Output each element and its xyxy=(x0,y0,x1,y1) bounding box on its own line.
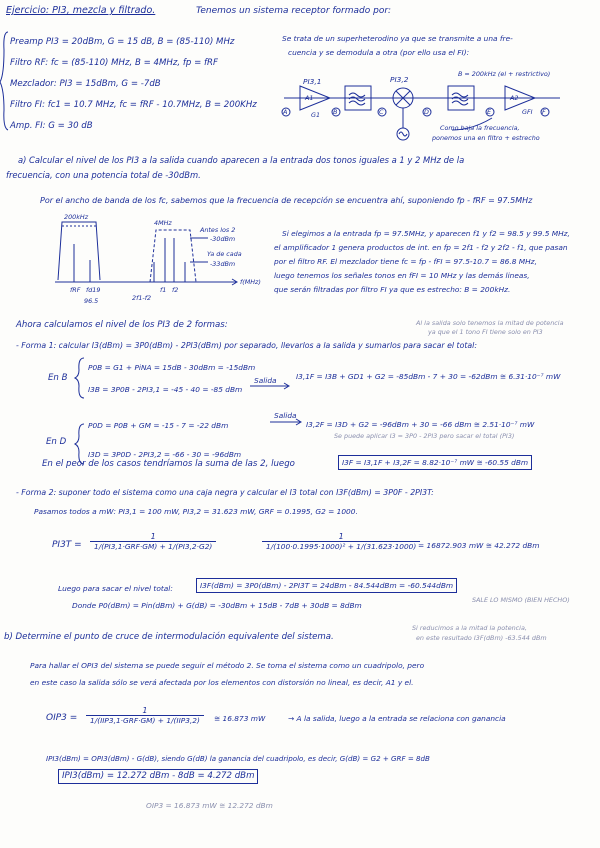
node-f: F xyxy=(542,108,546,116)
node-c: C xyxy=(379,108,384,116)
axis-f1: f1 xyxy=(160,286,167,294)
axis-f2: f2 xyxy=(172,286,179,294)
superhet-note-2: cuencia y se demodula a otra (por ello usa el FI): xyxy=(288,48,470,57)
mw-conversion-line: Pasamos todos a mW: PI3,1 = 100 mW, PI3,2 = 31.623 mW, GRF = 0.1995, G2 = 1000. xyxy=(34,507,358,516)
calc-b-3: I3,1F = I3B + GD1 + G2 = -85dBm - 7 + 30 = -62dBm ≅ 6.31·10⁻⁷ mW xyxy=(296,372,561,381)
spec-label-33dbm: -33dBm xyxy=(210,260,236,268)
forma-1-text: - Forma 1: calcular I3(dBm) = 3P0(dBm) - 2PI3(dBm) por separado, llevarlos a la salida y sumarlos para sacar el total: xyxy=(16,341,477,350)
ipi3-result-box: IPI3(dBm) = 12.272 dBm - 8dB = 4.272 dBm xyxy=(58,769,258,784)
label-bandwidth: B = 200kHz (el + restrictivo) xyxy=(458,70,551,78)
label-pi3-1: PI3,1 xyxy=(303,77,322,86)
spec-label-30dbm: -30dBm xyxy=(210,235,236,243)
oip3-fraction xyxy=(86,706,204,725)
part-a-question-1: a) Calcular el nivel de los PI3 a la salida cuando aparecen a la entrada dos tonos iguales a 1 y 2 MHz de la xyxy=(18,155,465,165)
axis-965: 96.5 xyxy=(84,297,99,305)
ipi3-formula-line: IPI3(dBm) = OPI3(dBm) - G(dB), siendo G(dB) la ganancia del cuadripolo, es decir, G(dB) = G2 + GRF = 8dB xyxy=(46,754,430,763)
spec-mixer: Mezclador: PI3 = 15dBm, G = -7dB xyxy=(10,79,161,89)
bottom-faded-result: OIP3 = 16.873 mW ≅ 12.272 dBm xyxy=(146,801,273,810)
spec-label-antes: Antes los 2 xyxy=(200,226,236,234)
analysis-line-5: que serán filtradas por filtro FI ya que es estrecho: B = 200kHz. xyxy=(274,285,511,294)
node-b: B xyxy=(333,108,338,116)
spec-preamp: Preamp PI3 = 20dBm, G = 15 dB, B = (85-110) MHz xyxy=(10,37,235,47)
label-salida-2: Salida xyxy=(274,411,297,420)
part-b-text-1: Para hallar el OPI3 del sistema se puede seguir el método 2. Se toma el sistema como un cuadripolo, pero xyxy=(30,661,425,670)
exercise-title: Ejercicio: PI3, mezcla y filtrado. xyxy=(6,5,156,16)
node-d: D xyxy=(424,108,429,116)
spec-label-200khz: 200kHz xyxy=(64,213,89,221)
luego-result-box: I3F(dBm) = 3P0(dBm) - 2PI3T = 24dBm - 84.544dBm = -60.544dBm xyxy=(196,578,457,593)
superhet-note-1: Se trata de un superheterodino ya que se transmite a una fre- xyxy=(282,34,513,43)
same-result-note: SALE LO MISMO (BIEN HECHO) xyxy=(472,596,570,604)
pi3t-fraction-1 xyxy=(90,532,216,551)
calc-d-note: Se puede aplicar I3 = 3P0 - 2PI3 pero sacar el total (PI3) xyxy=(334,432,515,440)
side-note-b-2: en este resultado I3F(dBm) -63.544 dBm xyxy=(416,634,547,642)
oip3-note: → A la salida, luego a la entrada se relaciona con ganancia xyxy=(288,714,506,723)
calc-b-2: I3B = 3P0B - 2PI3,1 = -45 - 40 = -85 dBm xyxy=(88,385,243,394)
calc-d-1: P0D = P0B + GM = -15 - 7 = -22 dBm xyxy=(88,421,229,430)
side-note-a-1: Al la salida solo tenemos la mitad de potencia xyxy=(416,319,564,327)
spec-label-4mhz: 4MHz xyxy=(154,219,172,227)
label-en-b: En B xyxy=(48,373,68,383)
oip3-den: 1/(IIP3,1·GRF·GM) + 1/(IIP3,2) xyxy=(90,716,200,725)
spec-filter-fi: Filtro FI: fc1 = 10.7 MHz, fc = fRF - 10.7MHz, B = 200KHz xyxy=(10,100,257,110)
label-g1: G1 xyxy=(311,111,321,119)
label-gfi: GFI xyxy=(522,108,533,116)
forma-2-text: - Forma 2: suponer todo el sistema como una caja negra y calcular el I3 total con I3F(dBm) = 3P0F - 2PI3T: xyxy=(16,488,434,497)
oip3-result: ≅ 16.873 mW xyxy=(214,714,266,723)
worst-case-result: I3F = I3,1F + I3,2F = 8.82·10⁻⁷ mW ≅ -60.55 dBm xyxy=(338,455,532,470)
axis-2f1-f2: 2f1-f2 xyxy=(132,294,152,302)
axis-fmhz: f(MHz) xyxy=(240,278,261,286)
intro-text: Tenemos un sistema receptor formado por: xyxy=(196,6,392,16)
pi3t-label: PI3T = xyxy=(52,540,82,550)
node-a: A xyxy=(283,108,288,116)
label-salida-1: Salida xyxy=(254,376,277,385)
label-en-d: En D xyxy=(46,437,67,447)
axis-fd19: fd19 xyxy=(86,286,101,294)
luego-text: Luego para sacar el nivel total: xyxy=(58,584,173,593)
worst-case-text: En el peor de los casos tendríamos la suma de las 2, luego xyxy=(42,459,295,469)
lo-note-1: Como baja la frecuencia, xyxy=(440,124,520,132)
oip3-label: OIP3 = xyxy=(46,713,78,723)
part-b-text-2: en este caso la salida sólo se verá afectada por los elementos con distorsión no lineal, es decir, A1 y el. xyxy=(30,678,414,687)
analysis-line-1: Si elegimos a la entrada fp = 97.5MHz, y aparecen f1 y f2 = 98.5 y 99.5 MHz, xyxy=(282,229,570,238)
label-a1: A1 xyxy=(305,94,314,102)
formas-intro: Ahora calculamos el nivel de los PI3 de 2 formas: xyxy=(16,320,228,330)
analysis-line-2: el amplificador 1 genera productos de int. en fp = 2f1 - f2 y 2f2 - f1, que pasan xyxy=(274,243,568,252)
analysis-line-3: por el filtro RF. El mezclador tiene fc = fp - fFI = 97.5-10.7 = 86.8 MHz, xyxy=(274,257,537,266)
calc-d-2: I3D = 3P0D - 2PI3,2 = -66 - 30 = -96dBm xyxy=(88,450,242,459)
analysis-line-4: luego tenemos los señales tonos en fFI = 10 MHz y las demás lineas, xyxy=(274,271,530,280)
side-note-a-2: ya que el 1 tono FI tiene solo en PI3 xyxy=(428,328,543,336)
label-a2: A2 xyxy=(510,94,519,102)
part-a-bandwidth-text: Por el ancho de banda de los fc, sabemos que la frecuencia de recepción se encuentra ahí, suponiendo fp - fRF = 97.5MHz xyxy=(40,196,533,205)
calc-b-1: P0B = G1 + PiNA = 15dB - 30dBm = -15dBm xyxy=(88,363,256,372)
po-formula-line: Donde P0(dBm) = Pin(dBm) + G(dB) = -30dBm + 15dB - 7dB + 30dB = 8dBm xyxy=(72,601,362,610)
pi3t-fraction-2 xyxy=(262,532,420,551)
pi3t-num-1: 1 xyxy=(90,532,216,542)
pi3t-num-2: 1 xyxy=(262,532,420,542)
side-note-b-1: Si reducimos a la mitad la potencia, xyxy=(412,624,527,632)
label-pi3-2: PI3,2 xyxy=(390,75,409,84)
pi3t-den-1: 1/(PI3,1·GRF·GM) + 1/(PI3,2·G2) xyxy=(94,542,213,551)
calc-d-3: I3,2F = I3D + G2 = -96dBm + 30 = -66 dBm ≅ 2.51·10⁻⁷ mW xyxy=(306,420,535,429)
lo-note-2: ponemos una en filtro + estrecho xyxy=(432,134,540,142)
part-b-question: b) Determine el punto de cruce de intermodulación equivalente del sistema. xyxy=(4,632,334,642)
spec-filter-rf: Filtro RF: fc = (85-110) MHz, B = 4MHz, fp = fRF xyxy=(10,58,218,68)
node-e: E xyxy=(487,108,492,116)
pi3t-den-2: 1/(100·0.1995·1000)² + 1/(31.623·1000) xyxy=(266,542,417,551)
part-a-question-2: frecuencia, con una potencia total de -30dBm. xyxy=(6,170,201,180)
spec-amp-fi: Amp. FI: G = 30 dB xyxy=(10,121,93,131)
pi3t-result: = 16872.903 mW ≅ 42.272 dBm xyxy=(418,541,540,550)
oip3-num: 1 xyxy=(86,706,204,716)
spec-label-ya: Ya de cada xyxy=(207,250,242,258)
axis-frf-1: fRF xyxy=(70,286,81,294)
